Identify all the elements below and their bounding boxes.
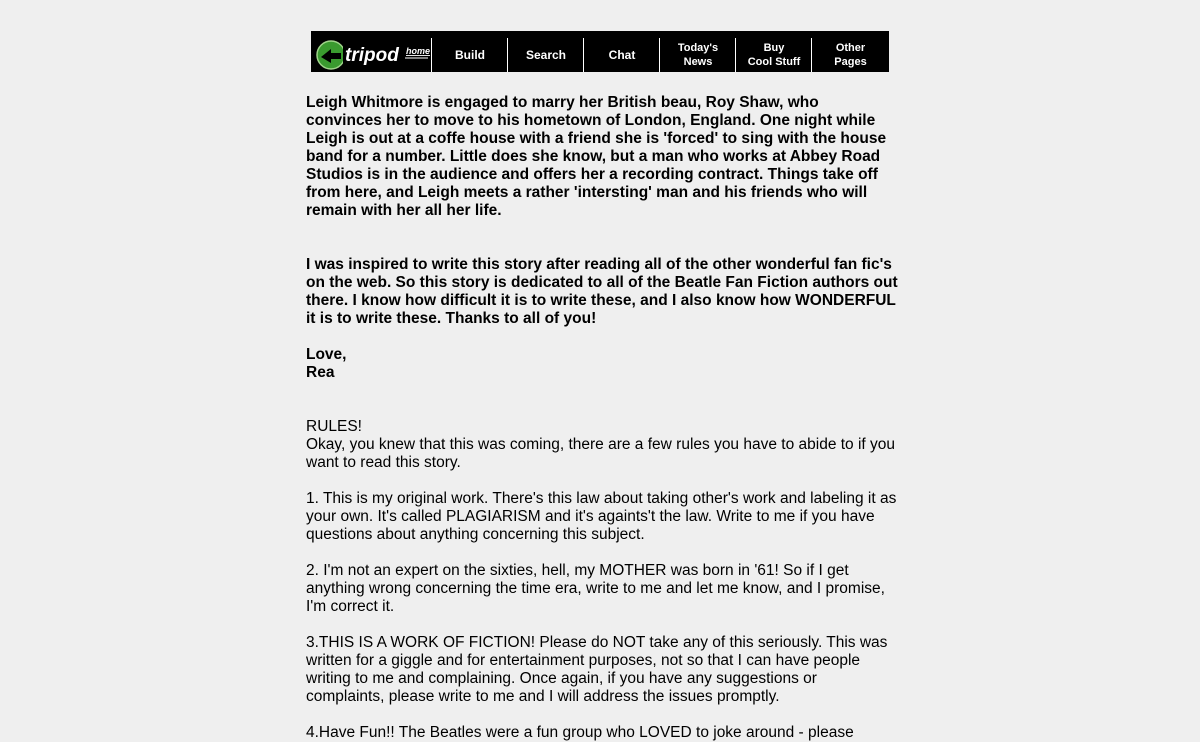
signoff-love: Love, <box>306 346 347 363</box>
rule-1: 1. This is my original work. There's this law about taking other's work and labeling it as your own. It's called PLAGIARISM and it's againts't the law. Write to me if you have questions about anything concerning this subject. <box>306 490 897 543</box>
nav-buy-cool-stuff[interactable]: Buy Cool Stuff <box>737 38 812 72</box>
signoff-name: Rea <box>306 364 335 381</box>
nav-todays-news[interactable]: Today's News <box>661 38 736 72</box>
tripod-logo[interactable] <box>311 38 432 72</box>
logo-text: tripod <box>345 45 399 66</box>
nav-build[interactable]: Build <box>433 38 508 72</box>
nav-other-pages[interactable]: Other Pages <box>834 42 867 68</box>
rules-heading: RULES! <box>306 418 362 435</box>
rule-2: 2. I'm not an expert on the sixties, hell, my MOTHER was born in '61! So if I get anything wrong concerning the time era, write to me and let me know, and I promise, I'm correct it. <box>306 562 885 615</box>
tripod-navbar <box>311 31 889 72</box>
nav-chat[interactable]: Chat <box>585 38 660 72</box>
rule-3: 3.THIS IS A WORK OF FICTION! Please do NOT take any of this seriously. This was written for a giggle and for entertainment purposes, not so that I can have people writing to me and complaining. Once again, if you have any suggestions or complaints, please write to me and I will address the issues promptly. <box>306 634 888 705</box>
rules-intro: Okay, you knew that this was coming, there are a few rules you have to abide to if you want to read this story. <box>306 436 896 471</box>
story-synopsis: Leigh Whitmore is engaged to marry her British beau, Roy Shaw, who convinces her to move to his hometown of London, England. One night while Leigh is out at a coffe house with a friend she is 'forced' to sing with the house band for a number. Little does she know, but a man who works at Abbey Road Studios is in the audience and offers her a recording contract. Things take off from here, and Leigh meets a rather 'intersting' man and his friends who will remain with her all her life. <box>306 94 887 219</box>
tripod-logo-icon <box>315 39 431 71</box>
rule-4: 4.Have Fun!! The Beatles were a fun group who LOVED to joke around - please <box>306 724 854 741</box>
story-intro-content <box>306 94 898 742</box>
story-dedication: I was inspired to write this story after reading all of the other wonderful fan fic's on the web. So this story is dedicated to all of the Beatle Fan Fiction authors out there. I know how difficult it is to write these, and I also know how WONDERFUL it is to write these. Thanks to all of you! <box>306 256 898 327</box>
logo-home-text: home <box>406 46 431 56</box>
nav-search[interactable]: Search <box>509 38 584 72</box>
navbar-top-line <box>311 31 889 37</box>
